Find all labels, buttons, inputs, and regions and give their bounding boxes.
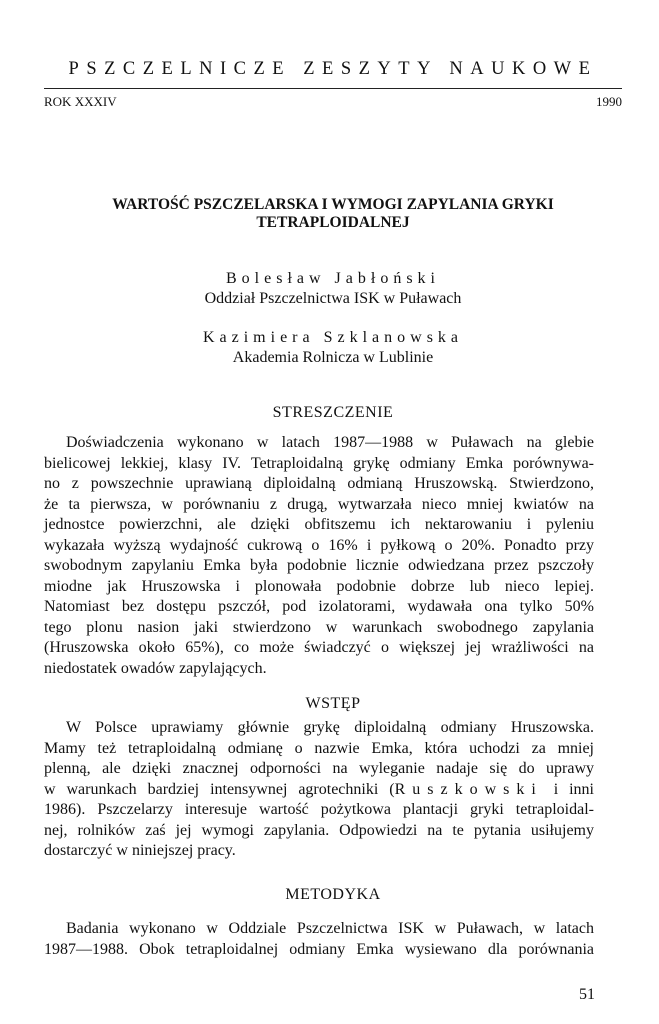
author-name: Bolesław Jabłoński — [226, 270, 440, 287]
text-line: 1987—1988. Obok tetraploidalnej odmiany Emka wysiewano dla porównania — [44, 940, 594, 958]
title-line: TETRAPLOIDALNEJ — [256, 214, 410, 231]
citation-suffix: i inni — [542, 780, 594, 798]
text-line: Natomiast bez dostępu pszczół, pod izolatorami, wydawała ona tylko 50% — [44, 598, 594, 615]
text-line: dostarczyć w niniejszej pracy. — [44, 842, 236, 859]
text-line: Mamy też tetraploidalną odmianę o nazwie Emka, która uchodzi za mniej — [44, 739, 594, 757]
header-rule — [44, 88, 622, 89]
text-line: no z powszechnie uprawianą diploidalną odmianą Hruszowską. Stwierdzono, — [44, 475, 594, 492]
abstract-paragraph — [44, 433, 594, 679]
article-title — [40, 196, 626, 232]
author-name: Kazimiera Szklanowska — [202, 329, 464, 346]
volume-label: ROK XXXIV — [44, 94, 117, 109]
author-affiliation: Oddział Pszczelnictwa ISK w Puławach — [204, 290, 462, 307]
text-line: niedostatek owadów zapylających. — [44, 659, 267, 677]
text-line: wykazała wyższą wydajność cukrową o 16% i pyłkową o 20%. Ponadto przy — [44, 536, 594, 554]
section-heading-abstract: STRESZCZENIE — [272, 404, 394, 421]
text-line: tego plonu nasion jaki stwierdzono w warunkach swobodnego zapylania — [44, 618, 594, 636]
text-line: jednostce powierzchni, ale dzięki obfitszemu ich nektarowaniu i pyleniu — [44, 516, 594, 533]
text-line: Badania wykonano w Oddziale Pszczelnictwa ISK w Puławach, w latach — [66, 920, 594, 937]
text-line-with-citation — [44, 780, 594, 801]
section-heading-method: METODYKA — [285, 886, 381, 903]
text-fragment: w warunkach bardziej intensywnej agrotechniki ( — [44, 780, 395, 798]
text-line: 1986). Pszczelarzy interesuje wartość pożytkowa plantacji gryki tetraploidal- — [44, 801, 594, 818]
text-line: Doświadczenia wykonano w latach 1987—1988 w Puławach na glebie — [66, 434, 594, 451]
author-block — [40, 328, 626, 368]
text-line: miodne jak Hruszowska i plonowała podobnie dobrze lub nieco lepiej. — [44, 577, 594, 595]
page-number: 51 — [579, 986, 595, 1003]
text-line: swobodnym zapylaniu Emka była podobnie licznie odwiedzana przez pszczoły — [44, 557, 594, 574]
year-label: 1990 — [596, 94, 622, 109]
intro-paragraph — [44, 718, 594, 862]
citation-author: Ruszkowski — [394, 780, 543, 798]
text-line: W Polsce uprawiamy głównie grykę diploidalną odmiany Hruszowska. — [66, 719, 594, 736]
journal-title: PSZCZELNICZE ZESZYTY NAUKOWE — [68, 59, 598, 79]
section-heading-intro: WSTĘP — [305, 695, 361, 712]
text-line: że ta pierwsza, w porównaniu z drugą, wytwarzała nieco mniej kwiatów na — [44, 495, 594, 513]
title-line: WARTOŚĆ PSZCZELARSKA I WYMOGI ZAPYLANIA GRYKI — [112, 196, 554, 213]
author-affiliation: Akademia Rolnicza w Lublinie — [232, 349, 434, 366]
method-paragraph — [44, 919, 594, 960]
text-line: bielicowej lekkiej, klasy IV. Tetraploidalną grykę odmiany Emka porównywa- — [44, 454, 594, 472]
author-block — [40, 269, 626, 309]
text-line: plenną, ale dzięki znacznej odporności na wyleganie nadaje się do uprawy — [44, 760, 594, 777]
text-line: (Hruszowska około 65%), co może świadczyć o większej jej wrażliwości na — [44, 639, 594, 656]
text-line: nej, rolników zaś jej wymogi zapylania. Odpowiedzi na te pytania usiłujemy — [44, 821, 594, 839]
